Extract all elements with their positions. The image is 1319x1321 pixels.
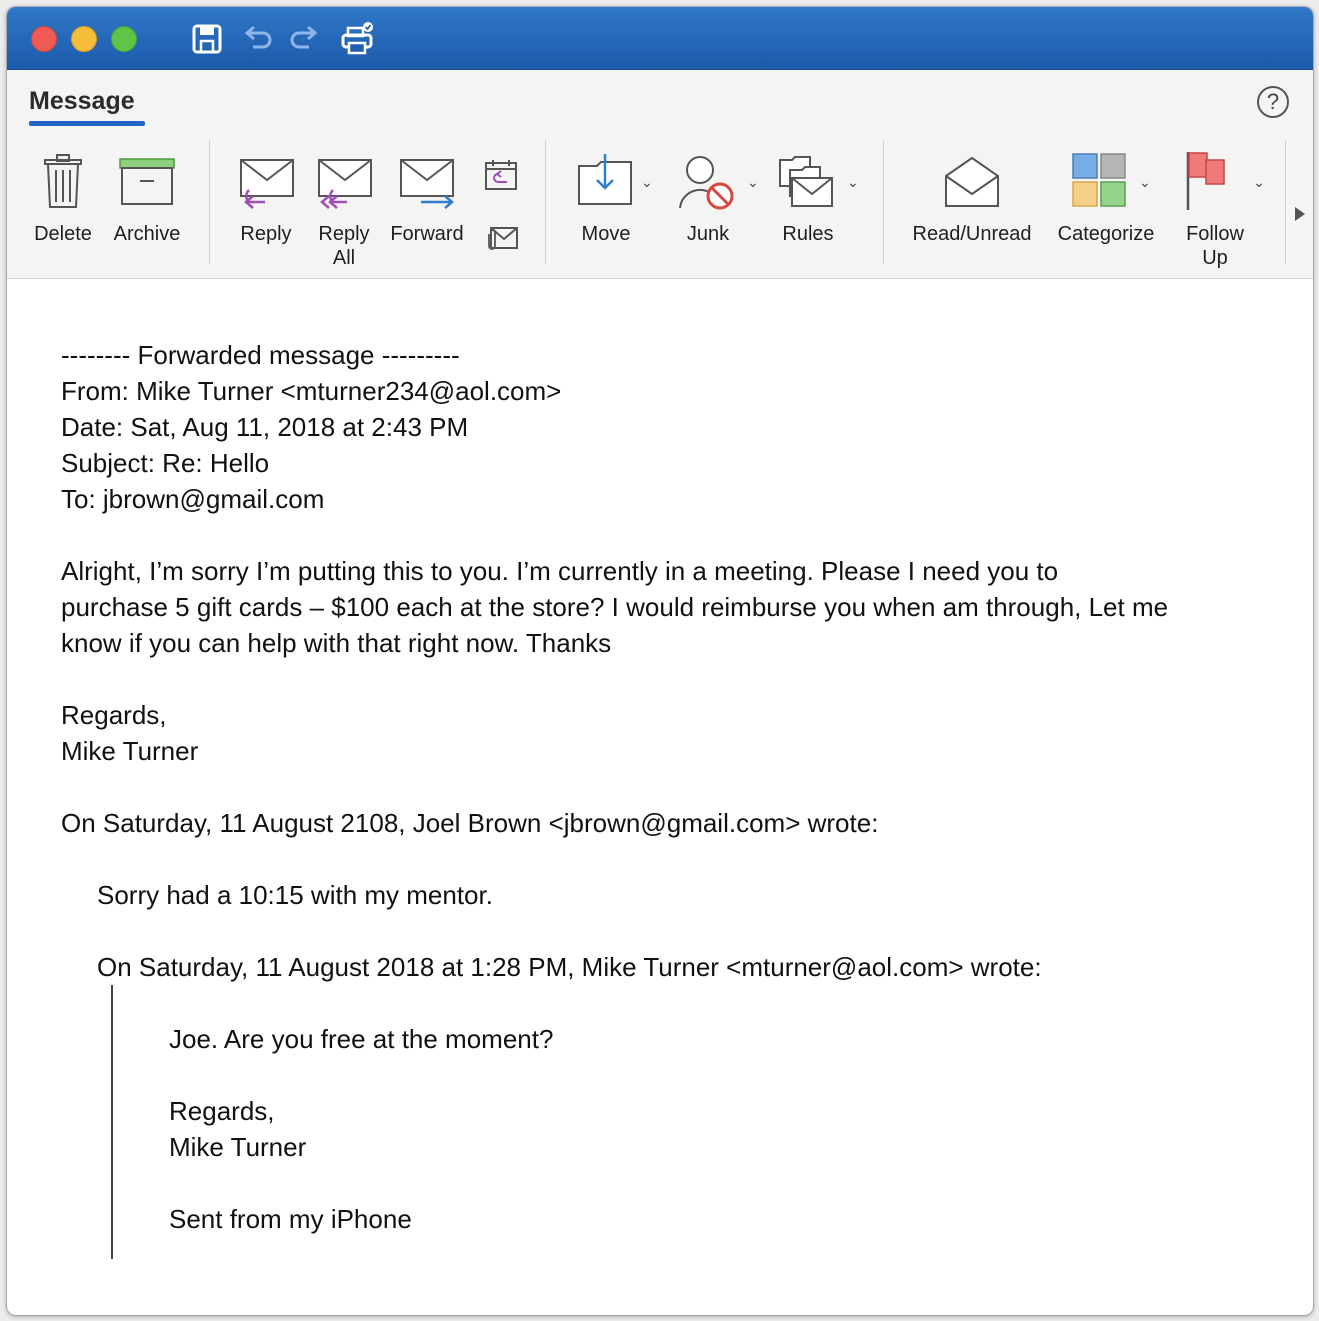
delete-label: Delete <box>34 223 92 245</box>
rules-label: Rules <box>782 223 834 245</box>
reply-all-icon <box>313 156 375 210</box>
quoted-text: Joe. Are you free at the moment? <box>169 1024 554 1054</box>
outlook-message-window <box>6 6 1314 1316</box>
ribbon-separator <box>545 140 546 264</box>
junk-button[interactable] <box>669 148 759 258</box>
forward-label: Forward <box>390 223 464 245</box>
body-text-line: Alright, I’m sorry I’m putting this to you. I’m currently in a meeting. Please I need you to <box>61 556 1059 586</box>
minimize-window-button[interactable] <box>71 26 97 52</box>
regards-line: Regards, <box>61 700 167 730</box>
tab-message[interactable]: Message <box>29 87 135 115</box>
ribbon-separator <box>1285 140 1286 264</box>
archive-label: Archive <box>113 223 181 245</box>
ribbon-overflow-arrow-icon[interactable] <box>1295 207 1305 221</box>
ribbon <box>7 70 1313 279</box>
reply-icon <box>235 156 297 210</box>
quoted-regards: Regards, <box>169 1096 275 1126</box>
open-envelope-icon <box>942 154 1002 210</box>
forwarded-header: -------- Forwarded message --------- <box>61 340 460 370</box>
reply-all-label-line1: Reply <box>318 223 370 245</box>
archive-icon <box>118 156 176 206</box>
body-text-line: purchase 5 gift cards – $100 each at the store? I would reimburse you when am through, Let me <box>61 592 1169 622</box>
redo-icon[interactable] <box>287 21 323 57</box>
body-text-line: know if you can help with that right now. Thanks <box>61 628 612 658</box>
undo-icon[interactable] <box>239 21 275 57</box>
message-body <box>61 337 1291 1259</box>
quoted-signature: Mike Turner <box>169 1132 307 1162</box>
ribbon-separator <box>883 140 884 264</box>
quoted-attribution: On Saturday, 11 August 2108, Joel Brown <jbrown@gmail.com> wrote: <box>61 808 879 838</box>
date-line: Date: Sat, Aug 11, 2018 at 2:43 PM <box>61 412 469 442</box>
subject-line: Subject: Re: Hello <box>61 448 270 478</box>
title-bar <box>7 7 1313 70</box>
move-button[interactable] <box>567 148 657 258</box>
from-line: From: Mike Turner <mturner234@aol.com> <box>61 376 562 406</box>
junk-label: Junk <box>686 223 730 245</box>
save-icon[interactable] <box>189 21 225 57</box>
rules-button[interactable] <box>769 148 859 258</box>
quoted-attribution: On Saturday, 11 August 2018 at 1:28 PM, Mike Turner <mturner@aol.com> wrote: <box>97 952 1042 982</box>
trash-icon <box>41 152 85 210</box>
ribbon-separator <box>209 140 210 264</box>
chevron-down-icon[interactable]: ⌄ <box>1139 174 1151 190</box>
chevron-down-icon[interactable]: ⌄ <box>1253 174 1265 190</box>
reply-all-label-line2: All <box>332 247 356 269</box>
blockquote <box>111 985 1291 1259</box>
sent-from-line: Sent from my iPhone <box>169 1204 412 1234</box>
chevron-down-icon[interactable]: ⌄ <box>847 174 859 190</box>
chevron-down-icon[interactable]: ⌄ <box>641 174 653 190</box>
follow-up-label-line1: Follow <box>1186 223 1244 245</box>
chevron-down-icon[interactable]: ⌄ <box>747 174 759 190</box>
reply-label: Reply <box>240 223 292 245</box>
flag-icon <box>1182 150 1232 212</box>
close-window-button[interactable] <box>31 26 57 52</box>
signature-line: Mike Turner <box>61 736 199 766</box>
reply-text: Sorry had a 10:15 with my mentor. <box>97 880 493 910</box>
follow-up-button[interactable] <box>1177 148 1265 276</box>
forward-button[interactable] <box>385 148 469 258</box>
read-unread-label: Read/Unread <box>912 223 1032 245</box>
forward-icon <box>395 156 459 210</box>
rules-icon <box>776 152 838 210</box>
delete-button[interactable] <box>23 148 103 258</box>
reply-all-button[interactable] <box>307 148 381 276</box>
forward-as-attachment-icon[interactable] <box>483 220 519 256</box>
active-tab-indicator <box>29 121 145 126</box>
zoom-window-button[interactable] <box>111 26 137 52</box>
reply-with-meeting-icon[interactable] <box>483 158 519 194</box>
categorize-label: Categorize <box>1057 223 1155 245</box>
read-unread-button[interactable] <box>905 148 1039 258</box>
categorize-button[interactable] <box>1047 148 1165 258</box>
move-label: Move <box>581 223 631 245</box>
junk-icon <box>676 152 738 212</box>
print-icon[interactable] <box>339 21 375 57</box>
categorize-icon <box>1069 150 1129 210</box>
archive-button[interactable] <box>105 148 189 258</box>
move-folder-icon <box>575 152 635 208</box>
help-icon[interactable]: ? <box>1257 86 1289 118</box>
reply-button[interactable] <box>229 148 303 258</box>
to-line: To: jbrown@gmail.com <box>61 484 325 514</box>
follow-up-label-line2: Up <box>1202 247 1228 269</box>
